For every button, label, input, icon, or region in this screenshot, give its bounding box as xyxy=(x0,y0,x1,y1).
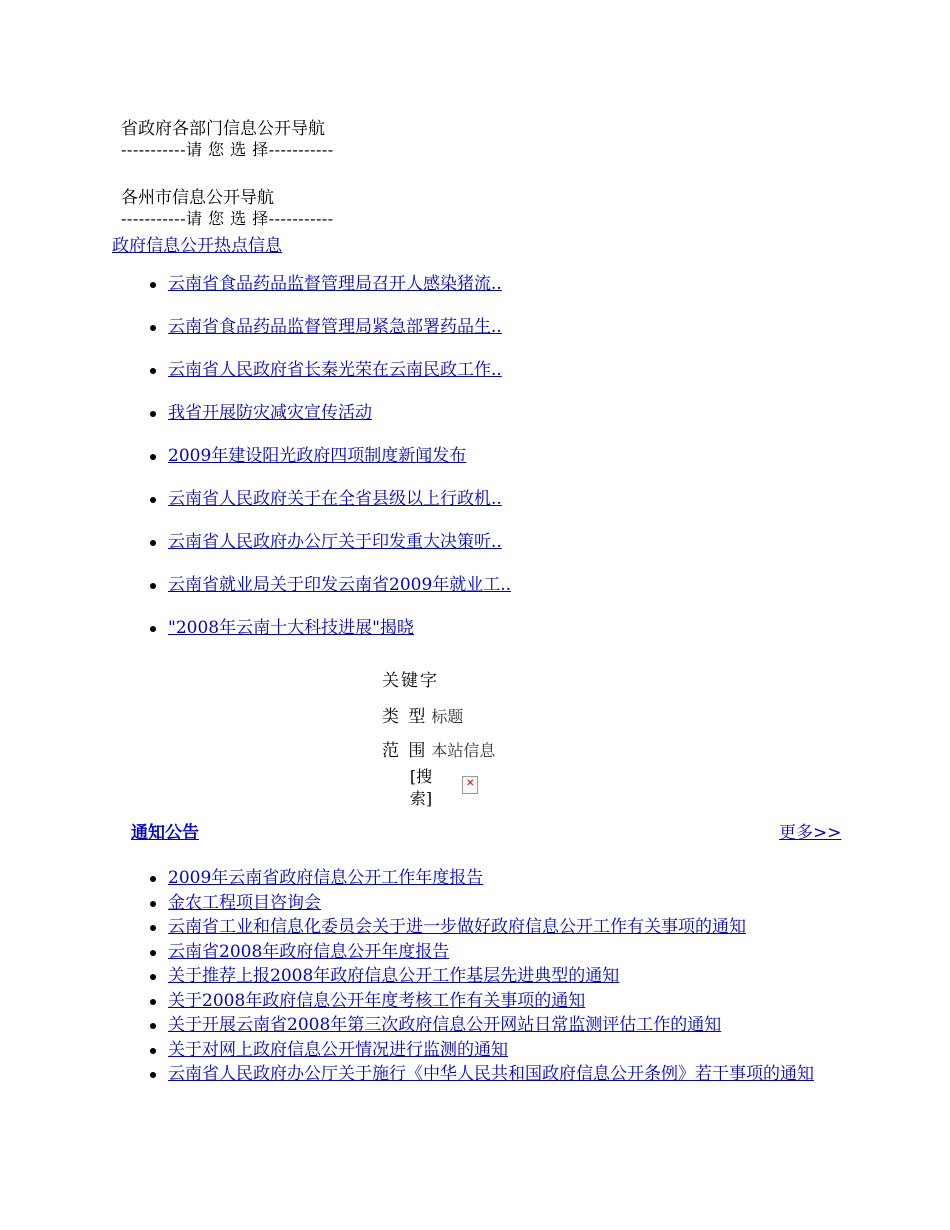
notice-item-link[interactable]: 关于开展云南省2008年第三次政府信息公开网站日常监测评估工作的通知 xyxy=(168,1015,722,1035)
notice-item-link[interactable]: 云南省工业和信息化委员会关于进一步做好政府信息公开工作有关事项的通知 xyxy=(168,917,746,937)
bullet-icon xyxy=(150,411,156,417)
notice-title-link[interactable]: 通知公告 xyxy=(131,823,199,843)
list-item xyxy=(168,399,511,442)
bullet-icon xyxy=(150,1023,156,1029)
list-item xyxy=(168,866,840,891)
hot-info-header-link[interactable]: 政府信息公开热点信息 xyxy=(112,236,282,256)
notice-item-link[interactable]: 关于2008年政府信息公开年度考核工作有关事项的通知 xyxy=(168,990,586,1011)
city-nav-select[interactable]: -----------请 您 选 择----------- xyxy=(121,209,334,228)
bullet-icon xyxy=(150,950,156,956)
notice-item-link[interactable]: 金农工程项目咨询会 xyxy=(168,892,321,913)
hot-item-link[interactable]: 我省开展防灾减灾宣传活动 xyxy=(168,403,372,423)
hot-item-link[interactable]: "2008年云南十大科技进展"揭晓 xyxy=(168,618,414,638)
notice-item-link[interactable]: 云南省人民政府办公厅关于施行《中华人民共和国政府信息公开条例》若干事项的通知 xyxy=(168,1064,814,1084)
list-item xyxy=(168,442,511,485)
list-item xyxy=(168,614,511,657)
type-label: 类 型 xyxy=(382,707,428,727)
bullet-icon xyxy=(150,368,156,374)
list-item xyxy=(168,485,511,528)
bullet-icon xyxy=(150,626,156,632)
list-item xyxy=(168,528,511,571)
bullet-icon xyxy=(150,974,156,980)
notice-item-link[interactable]: 2009年云南省政府信息公开工作年度报告 xyxy=(168,868,484,888)
hot-item-link[interactable]: 云南省人民政府办公厅关于印发重大决策听.. xyxy=(168,532,502,552)
bullet-icon xyxy=(150,497,156,503)
type-select[interactable]: 标题 xyxy=(431,707,464,726)
bullet-icon xyxy=(150,454,156,460)
notice-item-link[interactable]: 关于对网上政府信息公开情况进行监测的通知 xyxy=(168,1039,508,1060)
bullet-icon xyxy=(150,282,156,288)
bullet-icon xyxy=(150,901,156,907)
list-item xyxy=(168,1038,840,1063)
bullet-icon xyxy=(150,540,156,546)
search-button[interactable]: [搜索] xyxy=(409,767,433,808)
list-item xyxy=(168,989,840,1014)
list-item xyxy=(168,1013,840,1038)
list-item xyxy=(168,313,511,356)
bullet-icon xyxy=(150,1048,156,1054)
bullet-icon xyxy=(150,999,156,1005)
keyword-label: 关键字 xyxy=(382,671,439,691)
list-item xyxy=(168,891,840,916)
list-item xyxy=(168,940,840,965)
scope-row xyxy=(382,736,495,761)
hot-item-link[interactable]: 云南省就业局关于印发云南省2009年就业工.. xyxy=(168,575,512,595)
type-row xyxy=(382,702,463,727)
bullet-icon xyxy=(150,583,156,589)
hot-item-link[interactable]: 云南省人民政府关于在全省县级以上行政机.. xyxy=(168,489,502,509)
notice-item-link[interactable]: 云南省2008年政府信息公开年度报告 xyxy=(168,941,450,962)
list-item xyxy=(168,270,511,313)
list-item xyxy=(168,571,511,614)
broken-image-icon[interactable] xyxy=(462,776,478,794)
hot-info-list xyxy=(0,270,512,657)
list-item xyxy=(168,964,840,989)
scope-label: 范 围 xyxy=(382,741,428,761)
notice-list xyxy=(0,866,950,1087)
bullet-icon xyxy=(150,876,156,882)
bullet-icon xyxy=(150,325,156,331)
list-item xyxy=(168,356,511,399)
bullet-icon xyxy=(150,1072,156,1078)
keyword-row xyxy=(382,666,439,691)
city-nav-title: 各州市信息公开导航 xyxy=(121,188,274,208)
hot-item-link[interactable]: 云南省食品药品监督管理局召开人感染猪流.. xyxy=(168,274,502,294)
hot-item-link[interactable]: 云南省人民政府省长秦光荣在云南民政工作.. xyxy=(168,360,502,380)
hot-item-link[interactable]: 2009年建设阳光政府四项制度新闻发布 xyxy=(168,446,467,466)
hot-item-link[interactable]: 云南省食品药品监督管理局紧急部署药品生.. xyxy=(168,317,502,337)
list-item xyxy=(168,1062,840,1087)
more-link[interactable]: 更多>> xyxy=(779,823,842,843)
dept-nav-select[interactable]: -----------请 您 选 择----------- xyxy=(121,140,334,159)
notice-item-link[interactable]: 关于推荐上报2008年政府信息公开工作基层先进典型的通知 xyxy=(168,966,620,986)
dept-nav-title: 省政府各部门信息公开导航 xyxy=(121,119,325,139)
list-item xyxy=(168,915,840,940)
scope-select[interactable]: 本站信息 xyxy=(431,741,496,760)
bullet-icon xyxy=(150,925,156,931)
